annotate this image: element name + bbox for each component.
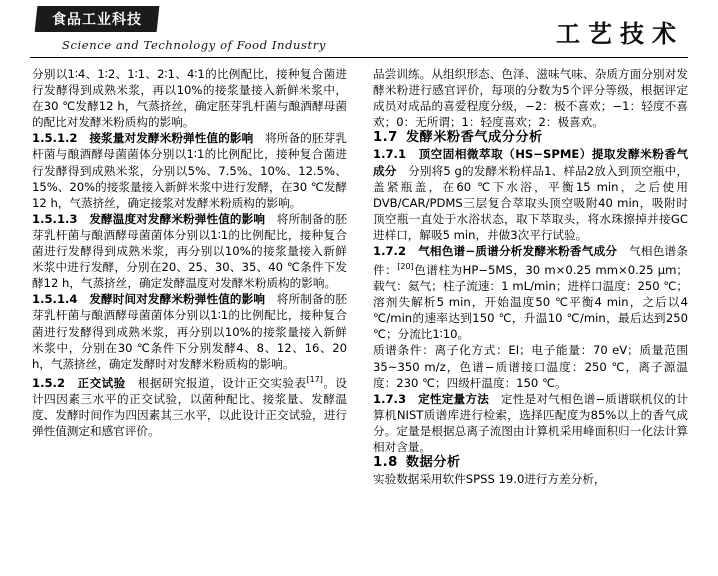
- journal-name-english: Science and Technology of Food Industry: [62, 38, 326, 52]
- paragraph-text: 根据研究报道，设计正交实验表[17]。设计四因素三水平的正交试验，以菌种配比、接浆量、发酵温度、发酵时间作为四因素其三水平，以此设计正交试验，进行弹性值测定和感官评价。: [32, 374, 347, 438]
- paragraph-text: 品尝训练。从组织形态、色泽、滋味气味、杂质方面分别对发酵米粉进行感官评价，每项的分数为5个评分等级，根据评定成员对成品的喜爱程度分级，−2：极不喜欢；−1：轻度不喜欢；0：无所谓；1：轻度喜欢；2：极喜欢。: [373, 67, 688, 130]
- subsection-number: 1.7.3: [373, 391, 407, 406]
- paragraph: [373, 66, 688, 130]
- journal-logo: [35, 6, 160, 32]
- page-header: [0, 0, 718, 62]
- left-column: [32, 66, 347, 572]
- subsection-title: 顶空固相微萃取（HS−SPME）提取发酵米粉香气成分: [373, 147, 688, 178]
- section-heading: [373, 455, 688, 471]
- paragraph: [32, 66, 347, 130]
- section-heading: [373, 130, 688, 146]
- section-title-text: 发酵米粉香气成分分析: [405, 130, 543, 146]
- subsection-title: 气相色谱−质谱分析发酵米粉香气成分: [418, 244, 618, 259]
- subsection-title: 发酵温度对发酵米粉弹性值的影响: [89, 211, 266, 226]
- header-divider: [30, 57, 688, 58]
- subsection-paragraph: [32, 130, 347, 210]
- paragraph: [373, 471, 688, 487]
- subsection-paragraph: [373, 243, 688, 342]
- subsection-paragraph: [32, 372, 347, 439]
- section-title: 工艺技术: [556, 20, 684, 48]
- paragraph-text: 分别将5 g的发酵米粉样品1、样品2放入到顶空瓶中，盖紧瓶盖，在60 ℃下水浴，平衡15 min，之后使用DVB/CAR/PDMS三层复合萃取头顶空吸附40 min，吸附时顶空瓶一直处于水浴状态，取下萃取头，将水珠擦掉并接GC进样口，解吸5 min，并做3次平行试验。: [373, 163, 688, 242]
- subsection-number: 1.7.1: [373, 147, 407, 162]
- paragraph-text: 将所制备的胚芽乳杆菌与酿酒酵母菌菌体分别以1∶1的比例配比，接种复合菌进行发酵得到成熟米浆，再分别以10%的接浆量接入新鲜米浆中，分别在30 ℃条件下分别发酵4、8、12、16、20 h，气蒸挤丝，确定发酵时对发酵米粉质构的影响。: [32, 292, 347, 371]
- subsection-paragraph: [32, 291, 347, 371]
- subsection-title: 定性定量方法: [418, 391, 490, 406]
- right-column: [373, 66, 688, 572]
- section-number: 1.8: [373, 455, 398, 471]
- subsection-number: 1.5.1.2: [32, 131, 78, 146]
- subsection-number: 1.5.1.4: [32, 292, 78, 307]
- paragraph-text: 将所备的胚芽乳杆菌与酿酒酵母菌菌体分别以1∶1的比例配比，接种复合菌进行发酵得到成熟米浆，分别以5%、7.5%、10%、12.5%、15%、20%的接浆量接入新鲜米浆中进行发酵，在30 ℃发酵12 h，气蒸挤丝，确定接浆对发酵米粉质构的影响。: [32, 131, 347, 210]
- paragraph: [373, 342, 688, 390]
- subsection-title: 接浆量对发酵米粉弹性值的影响: [89, 131, 254, 146]
- subsection-number: 1.5.2: [32, 375, 66, 390]
- subsection-paragraph: [373, 146, 688, 243]
- subsection-title: 正交试验: [77, 375, 126, 390]
- paragraph-text: 气相色谱条件：[20]色谱柱为HP−5MS，30 m×0.25 mm×0.25 μm；载气：氦气；柱子流速：1 mL/min；进样口温度：250 ℃；溶剂失解析5 min，开始温度50 ℃平衡4 min，之后以4 ℃/min的速率达到150 ℃，升温10 ℃/min，最后达到250 ℃；分流比1∶10。: [373, 244, 688, 342]
- subsection-paragraph: [32, 211, 347, 291]
- subsection-title: 发酵时间对发酵米粉弹性值的影响: [89, 292, 266, 307]
- section-title-text: 数据分析: [405, 455, 461, 471]
- journal-logo-text: 食品工业科技: [52, 12, 142, 28]
- subsection-paragraph: [373, 391, 688, 455]
- section-number: 1.7: [373, 130, 398, 146]
- paragraph-text: 将所制备的胚芽乳杆菌与酿酒酵母菌菌体分别以1∶1的比例配比，接种复合菌进行发酵得到成熟米浆，再分别以10%的接浆量接入新鲜米浆中进行发酵，分别在20、25、30、35、40 ℃条件下发酵12 h，气蒸挤丝，确定发酵温度对发酵米粉质构的影响。: [32, 211, 347, 291]
- paragraph-text: 定性是对气相色谱−质谱联机仪的计算机NIST质谱库进行检索，选择匹配度为85%以上的香气成分。定量是根据总离子流图由计算机采用峰面积归一化法计算相对含量。: [373, 391, 688, 455]
- paragraph-text: 质谱条件：离子化方式：EI；电子能量：70 eV；质量范围35~350 m/z，色谱−质谱接口温度：250 ℃，离子源温度：230 ℃；四级杆温度：150 ℃。: [373, 343, 688, 390]
- paragraph-text: 实验数据采用软件SPSS 19.0进行方差分析，: [373, 472, 606, 487]
- subsection-number: 1.7.2: [373, 244, 407, 259]
- subsection-number: 1.5.1.3: [32, 211, 78, 226]
- article-body: [32, 66, 688, 572]
- paragraph-text: 分别以1∶4、1∶2、1∶1、2∶1、4∶1的比例配比，接种复合菌进行发酵得到成熟米浆，再以10%的接浆量接入新鲜米浆中，在30 ℃发酵12 h，气蒸挤丝，确定胚芽乳杆菌与酿酒酵母菌的配比对发酵米粉质构的影响。: [32, 67, 347, 130]
